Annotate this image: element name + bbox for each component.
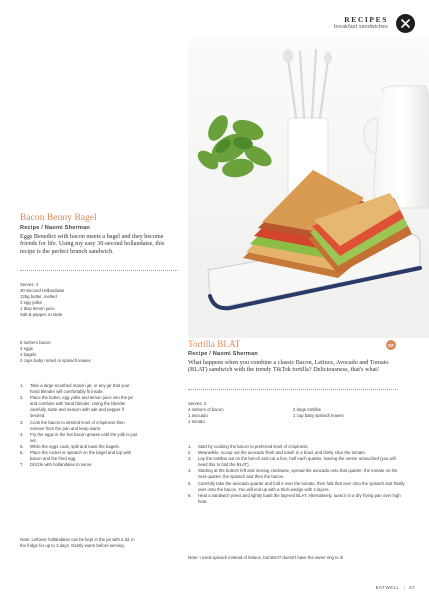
page-number: 57	[409, 585, 415, 590]
method-step: 4. Fry the eggs in the hot bacon grease until the yolk is just set.	[20, 431, 138, 443]
method-step: 1. Start by cooking the bacon to preferred level of crispiness.	[188, 444, 309, 449]
serves-line: Serves: 2	[188, 401, 207, 406]
recipe-title: Tortilla BLAT	[188, 339, 241, 349]
method-step: 3. Lay the tortillas out on the bench and cut a line, half each quarter, leaving the centre untouched (you will need this to fold the BLAT).	[188, 456, 396, 468]
method-steps	[188, 444, 406, 505]
method-step: 2. Place the butter, egg yolks and lemon juice into the jar and combine with hand blender. Using the blender carefully, taste and season with salt and pepper if desired.	[20, 395, 133, 419]
ingredient-line: 2 cups baby rocket or spinach leaves	[20, 358, 91, 364]
ingredient-line: 1 tomato	[188, 419, 205, 425]
ingredient-line: 2 large tortillas	[293, 407, 321, 413]
method-step: 5. Carefully take the avocado quarter and fold it over the tomato, then fold that over onto the spinach and finally over onto the bacon. You will end up with a thick wedge with 4 layers.	[188, 480, 405, 492]
sandwich-photo	[188, 38, 429, 338]
ingredient-list-hollandaise	[20, 282, 178, 319]
section-label: RECIPES	[344, 15, 388, 25]
method-step: 2. Meanwhile, scoop out the avocado flesh and mash in a bowl, and thinly slice the tomato.	[188, 450, 366, 456]
ingredient-line: 8 rashers bacon	[20, 340, 51, 345]
ingredient-line: 4 eggs	[20, 346, 33, 352]
method-steps	[20, 383, 138, 468]
recipe-intro: Eggs Benedict with bacon meets a bagel and they become friends for life. Using my easy 30-second hollandaise, this recipe is the perfect brunch sandwich.	[20, 233, 165, 255]
ingredient-line: 30-Second Hollandaise	[20, 288, 65, 294]
method-step: 6. Heat a sandwich press and lightly toast the layered BLAT. Alternatively, toast it in a dry frying pan over high heat.	[188, 492, 401, 504]
method-step: 5. While the eggs cook, split and toast the bagels.	[20, 443, 120, 449]
ingredient-list-main	[20, 340, 178, 364]
recipe-note: Note: I used spinach instead of lettuce, but BSAT doesn't have the same ring to it!	[188, 555, 344, 560]
method-step: 7. Drizzle with hollandaise to serve.	[20, 462, 93, 468]
section-sublabel: breakfast sandwiches	[334, 23, 388, 30]
method-step: 1. Take a large-mouthed mason jar, or any jar that your hand blender will comfortably fit inside.	[20, 383, 130, 395]
magazine-name: EATWELL	[375, 585, 400, 590]
ingredient-line: Serves: 4	[20, 282, 39, 287]
recipe-note: Note: Leftover hollandaise can be kept in the jar with a lid, in the fridge for up to 3 days. Gently warm before serving.	[20, 537, 135, 549]
method-step: 6. Place the rocket or spinach on the bagel and top with bacon and the fried egg.	[20, 450, 132, 462]
ingredient-line: 4 bagels	[20, 352, 37, 358]
recipe-byline: Recipe / Naomi Sherman	[20, 225, 90, 231]
ingredient-list-right	[293, 407, 398, 419]
cross-fork-knife-icon	[396, 14, 415, 33]
method-step: 4. Starting at the bottom left and moving clockwise, spread the avocado onto that quarter, the tomato on the next quarter, the spinach and then the bacon.	[188, 468, 398, 480]
ingredient-list-left	[188, 401, 288, 425]
section-divider	[188, 389, 398, 390]
gluten-free-badge: GF	[386, 340, 396, 350]
ingredient-line: 125g butter, melted	[20, 294, 57, 300]
recipe-title: Bacon Benny Bagel	[20, 212, 97, 223]
ingredient-line: 1 cup baby spinach leaves	[293, 413, 344, 419]
section-heading	[334, 16, 388, 30]
section-divider	[20, 270, 178, 271]
ingredient-line: Salt & pepper, to taste	[20, 312, 63, 318]
footer-separator: |	[403, 585, 406, 590]
ingredient-line: 3 egg yolks	[20, 300, 42, 306]
recipe-byline: Recipe / Naomi Sherman	[188, 351, 258, 357]
page-header	[334, 12, 415, 34]
ingredient-line: 4 rashers of bacon	[188, 407, 224, 413]
ingredient-line: 1 tbsp lemon juice	[20, 306, 55, 312]
method-step: 3. Cook the bacon to desired level of crispiness then remove from the pan and keep warm.	[20, 419, 125, 431]
ingredient-line: 1 avocado	[188, 413, 208, 419]
recipe-intro: What happens when you combine a classic Bacon, Lettuce, Avocado and Tomato (BLAT) sandwich with the trendy TikTok tortilla? Deliciousness, that's what!	[188, 359, 389, 374]
page-footer	[376, 585, 415, 590]
